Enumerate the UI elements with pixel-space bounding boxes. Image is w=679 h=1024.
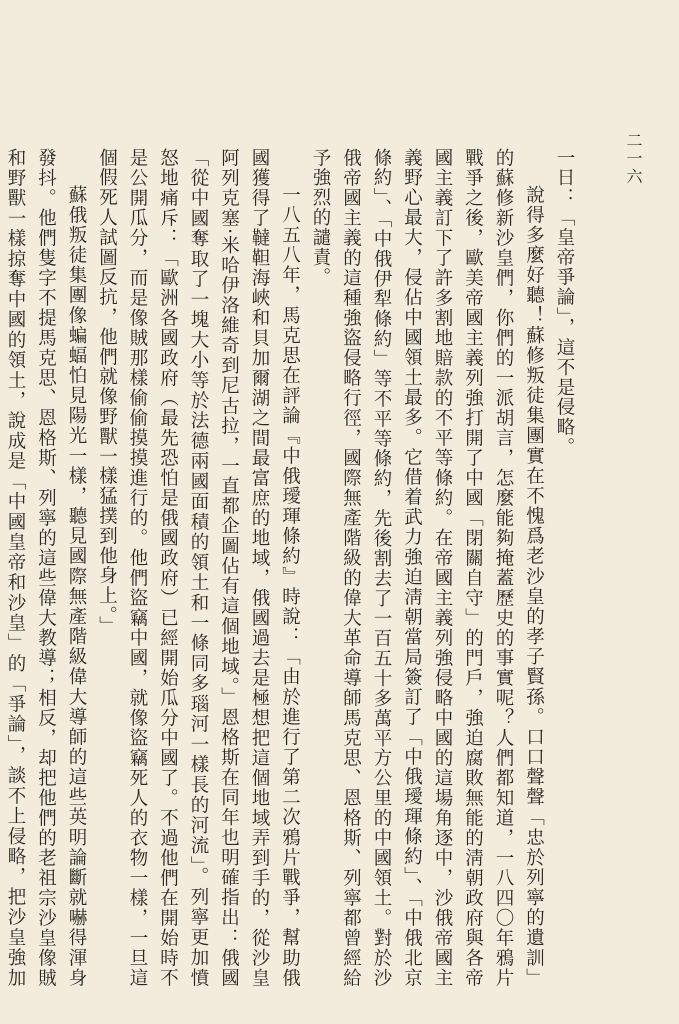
paragraph-3: 一八五八年，馬克思在評論『中俄璦琿條約』時說：「由於進行了第二次鴉片戰爭，幫助俄國獲得了韃靼海峽和貝加爾湖之間最富庶的地域，俄國過去是極想把這個地域弄到手的，從沙皇阿列克塞·米哈伊洛維奇到尼古拉，一直都企圖佔有這個地域。」恩格斯在同年也明確指出：俄國「從中國奪取了一塊大小等於法德兩國面積的領土和一條同多瑙河一樣長的河流」。列寧更加憤怒地痛斥：「歐洲各國政府（最先恐怕是俄國政府）已經開始瓜分中國了。不過他們在開始時不是公開瓜分，而是像賊那樣偷偷摸摸進行的。他們盜竊中國，就像盜竊死人的衣物一樣，一旦這個假死人試圖反抗，他們就像野獸一樣猛撲到他身上。」 [96,148,301,988]
page-number: 二一六 [624,132,643,186]
body-text [5,148,579,988]
paragraph-1: 一日：「皇帝爭論」，這不是侵略。 [554,148,575,458]
paragraph-4: 蘇俄叛徒集團像蝙蝠怕見陽光一樣，聽見國際無產階級偉大導師的這些英明論斷就嚇得渾身發抖。他們隻字不提馬克思、恩格斯、列寧的這些偉大教導；相反，却把他們的老祖宗沙皇像賊和野獸一樣掠奪中國的領土，說成是「中國皇帝和沙皇」的「爭論」，談不上侵略，把沙皇強加 [5,148,87,988]
paragraph-2: 說得多麼好聽！蘇修叛徒集團實在不愧爲老沙皇的孝子賢孫。口口聲聲「忠於列寧的遺訓」的蘇修新沙皇們，你們的一派胡言，怎麼能夠掩蓋歷史的事實呢？人們都知道，一八四〇年鴉片戰爭之後，歐美帝國主義列強打開了中國「閉關自守」的門戶，強迫腐敗無能的淸朝政府與各帝國主義訂下了許多割地賠款的不平等條約。在帝國主義列強侵略中國的這場角逐中，沙俄帝國主義野心最大，侵佔中國領土最多。它借着武力強迫淸朝當局簽訂了「中俄璦琿條約」、「中俄北京條約」、「中俄伊犁條約」等不平等條約，先後割去了一百五十多萬平方公里的中國領土。對於沙俄帝國主義的這種強盜侵略行徑，國際無產階級的偉大革命導師馬克思、恩格斯、列寧都曾經給予強烈的譴責。 [310,148,545,988]
